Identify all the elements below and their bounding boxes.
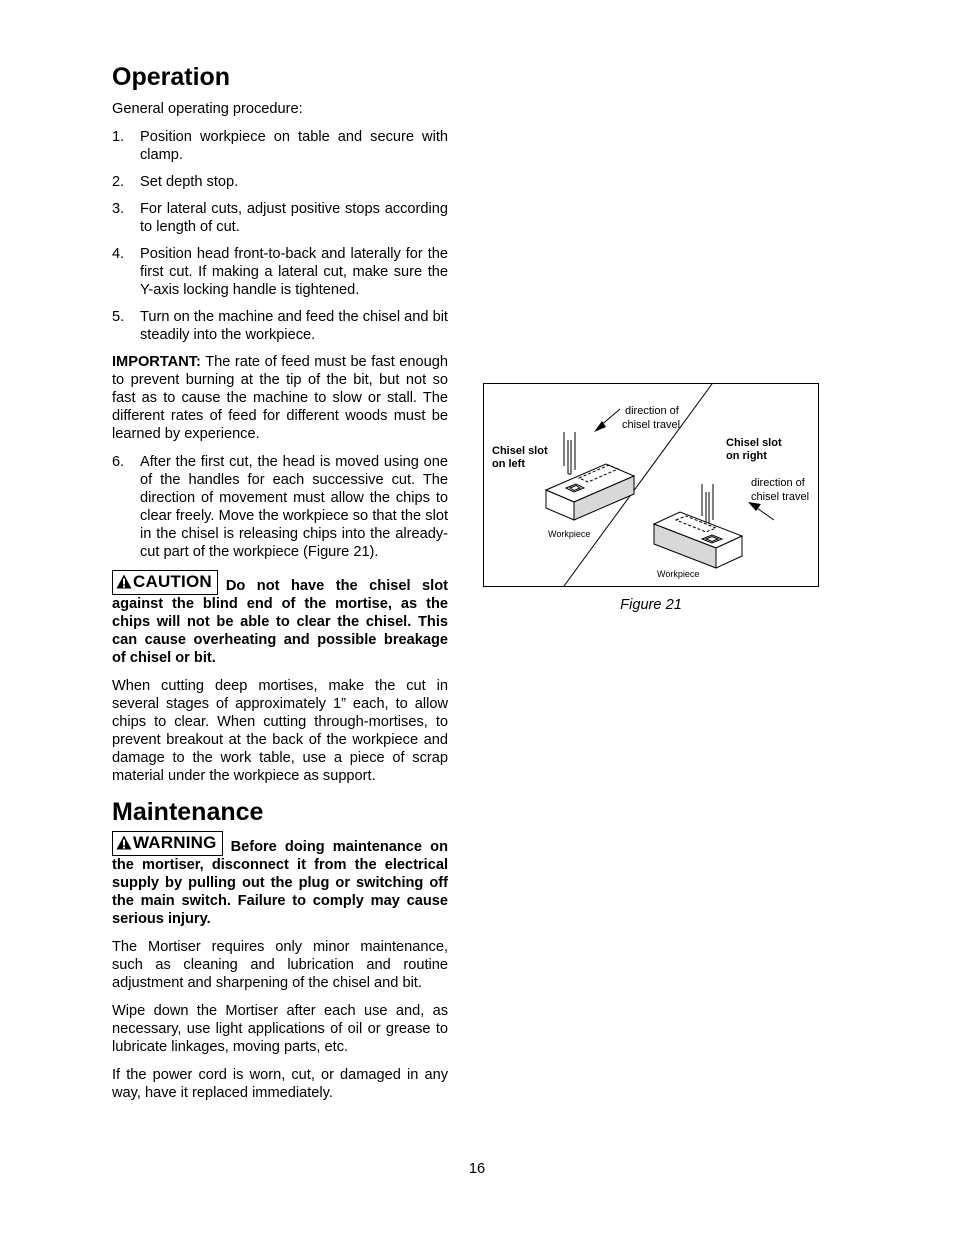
figure-caption: Figure 21 <box>620 597 682 613</box>
operation-steps-list <box>112 128 448 344</box>
maintenance-para-1: The Mortiser requires only minor maintenance, such as cleaning and lubrication and routine adjustment and sharpening of the chisel and bit. <box>112 939 448 991</box>
maintenance-para-3: If the power cord is worn, cut, or damaged in any way, have it replaced immediately. <box>112 1067 448 1101</box>
list-item: 4. Position head front-to-back and laterally for the first cut. If making a lateral cut, make sure the Y-axis locking handle is tightened. <box>112 246 448 298</box>
operation-heading: Operation <box>112 63 231 91</box>
figure-label: direction of <box>751 477 805 489</box>
caution-text: Do not have the chisel slot against the blind end of the mortise, as the chips will not be able to clear the chisel. This can cause overheating and possible breakage of chisel or bit. <box>112 578 448 666</box>
warning-block <box>112 831 448 928</box>
figure-label: chisel travel <box>622 419 681 431</box>
operation-step-6 <box>112 453 448 561</box>
left-column <box>112 62 448 1112</box>
warning-triangle-icon <box>116 574 132 589</box>
caution-block <box>112 570 448 667</box>
figure-label: Workpiece <box>657 569 700 579</box>
list-item: 3. For lateral cuts, adjust positive stops according to length of cut. <box>112 201 448 235</box>
important-note: IMPORTANT: The rate of feed must be fast enough to prevent burning at the tip of the bit, but not so fast as to cause the machine to slow or stall. The different rates of feed for different woods must be learned by experience. <box>112 354 448 442</box>
warning-text: Before doing maintenance on the mortiser, disconnect it from the electrical supply by pulling out the plug or switching off the main switch. Failure to comply may cause serious injury. <box>112 839 448 927</box>
figure-label: on right <box>726 450 767 462</box>
figure-label: Workpiece <box>548 529 591 539</box>
list-item: 2. Set depth stop. <box>112 174 239 190</box>
list-item: 5. Turn on the machine and feed the chisel and bit steadily into the workpiece. <box>112 309 448 343</box>
figure-label: on left <box>492 458 525 470</box>
maintenance-heading: Maintenance <box>112 798 264 826</box>
figure-label: direction of <box>625 405 679 417</box>
list-item: 1. Position workpiece on table and secure with clamp. <box>112 129 448 163</box>
deep-mortise-text: When cutting deep mortises, make the cut in several stages of approximately 1” each, to allow chips to clear. When cutting through-mortises, to prevent breakout at the back of the workpiece and damage to the work table, use a piece of scrap material under the workpiece as support. <box>112 678 448 784</box>
maintenance-para-2: Wipe down the Mortiser after each use and, as necessary, use light applications of oil or grease to lubricate linkages, moving parts, etc. <box>112 1003 448 1055</box>
page-number: 16 <box>468 1161 486 1177</box>
caution-badge: CAUTION <box>112 570 218 595</box>
list-item: 6. After the first cut, the head is moved using one of the handles for each successive cut. The direction of movement must allow the chips to clear freely. Move the workpiece so that the slot in the chisel is releasing chips into the already-cut part of the workpiece (Figure 21). <box>112 454 448 560</box>
warning-badge: WARNING <box>112 831 223 856</box>
figure-label: chisel travel <box>751 491 810 503</box>
figure-label: Chisel slot <box>492 445 548 457</box>
operation-intro: General operating procedure: <box>112 101 303 117</box>
warning-triangle-icon <box>116 835 132 850</box>
chisel-slot-diagram <box>484 384 818 586</box>
figure-21-image <box>483 383 819 587</box>
figure-label: Chisel slot <box>726 437 782 449</box>
